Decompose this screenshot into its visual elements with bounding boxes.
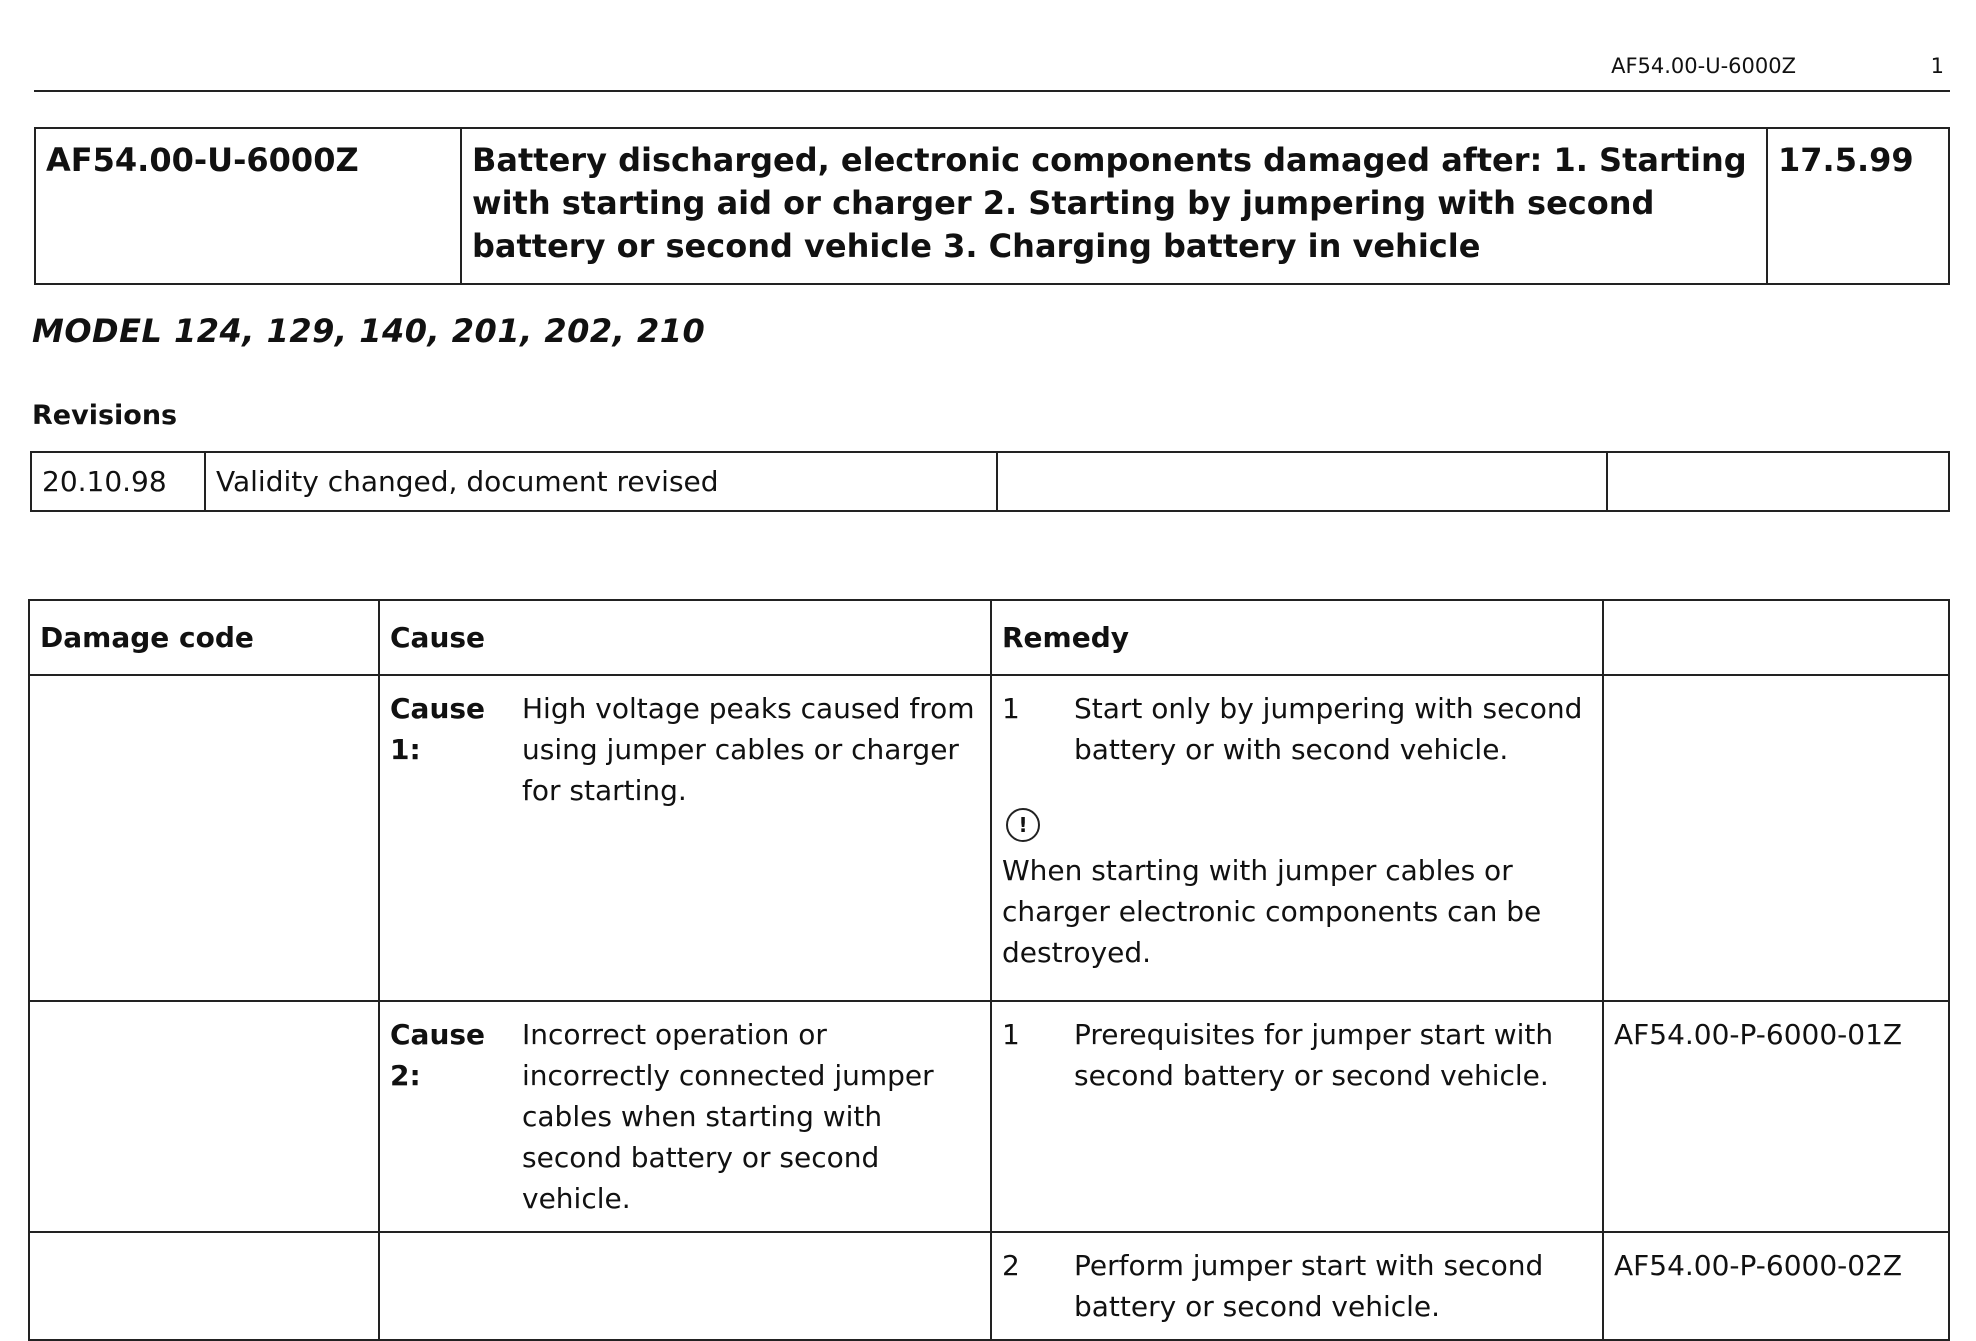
damage-table-header — [29, 600, 1949, 675]
cause-text: Incorrect operation or incorrectly connected jumper cables when starting with second battery or second vehicle. — [522, 1018, 934, 1215]
remedy-text: Perform jumper start with second battery or second vehicle. — [1074, 1249, 1544, 1323]
cause-label: Cause 1: — [390, 692, 486, 766]
revision-date: 20.10.98 — [31, 452, 205, 511]
revision-text: Validity changed, document revised — [205, 452, 997, 511]
reference-cell: AF54.00-P-6000-01Z — [1603, 1001, 1949, 1232]
note-text: When starting with jumper cables or charger electronic components can be destroyed. — [1002, 854, 1542, 969]
revision-row — [31, 452, 1949, 511]
remedy-text: Start only by jumpering with second battery or with second vehicle. — [1074, 692, 1583, 766]
revision-empty-cell — [997, 452, 1607, 511]
note-icon: ! — [1006, 808, 1040, 842]
remedy-number: 1 — [1002, 692, 1020, 725]
damage-code-cell — [29, 1232, 379, 1340]
remedy-number: 1 — [1002, 1018, 1020, 1051]
cause-label: Cause 2: — [390, 1018, 486, 1092]
cause-cell — [379, 1001, 991, 1232]
damage-table — [28, 599, 1950, 1341]
revisions-heading: Revisions — [32, 400, 178, 431]
damage-code-cell — [29, 675, 379, 1001]
table-row — [29, 675, 1949, 1001]
table-row — [29, 1001, 1949, 1232]
cause-cell — [379, 675, 991, 1001]
title-text: Battery discharged, electronic components damaged after: 1. Starting with starting aid or charger 2. Starting by jumpering with second battery or second vehicle 3. Charging battery in vehicle — [461, 128, 1767, 284]
header-page-number: 1 — [1930, 54, 1944, 78]
cause-text: High voltage peaks caused from using jumper cables or charger for starting. — [522, 692, 975, 807]
title-block — [34, 127, 1950, 285]
model-line: MODEL 124, 129, 140, 201, 202, 210 — [32, 312, 706, 350]
remedy-cell — [991, 1001, 1603, 1232]
header-damage-code: Damage code — [29, 600, 379, 675]
cause-cell — [379, 1232, 991, 1340]
remedy-cell — [991, 675, 1603, 1001]
header-reference — [1603, 600, 1949, 675]
title-code: AF54.00-U-6000Z — [35, 128, 461, 284]
header-remedy: Remedy — [991, 600, 1603, 675]
title-date: 17.5.99 — [1767, 128, 1949, 284]
remedy-cell — [991, 1232, 1603, 1340]
revision-empty-cell — [1607, 452, 1949, 511]
reference-cell — [1603, 675, 1949, 1001]
page-header — [34, 46, 1950, 92]
header-doc-code: AF54.00-U-6000Z — [1611, 54, 1796, 78]
table-row — [29, 1232, 1949, 1340]
damage-code-cell — [29, 1001, 379, 1232]
reference-cell: AF54.00-P-6000-02Z — [1603, 1232, 1949, 1340]
header-cause: Cause — [379, 600, 991, 675]
remedy-number: 2 — [1002, 1249, 1020, 1282]
remedy-text: Prerequisites for jumper start with second battery or second vehicle. — [1074, 1018, 1554, 1092]
revisions-table — [30, 451, 1950, 512]
